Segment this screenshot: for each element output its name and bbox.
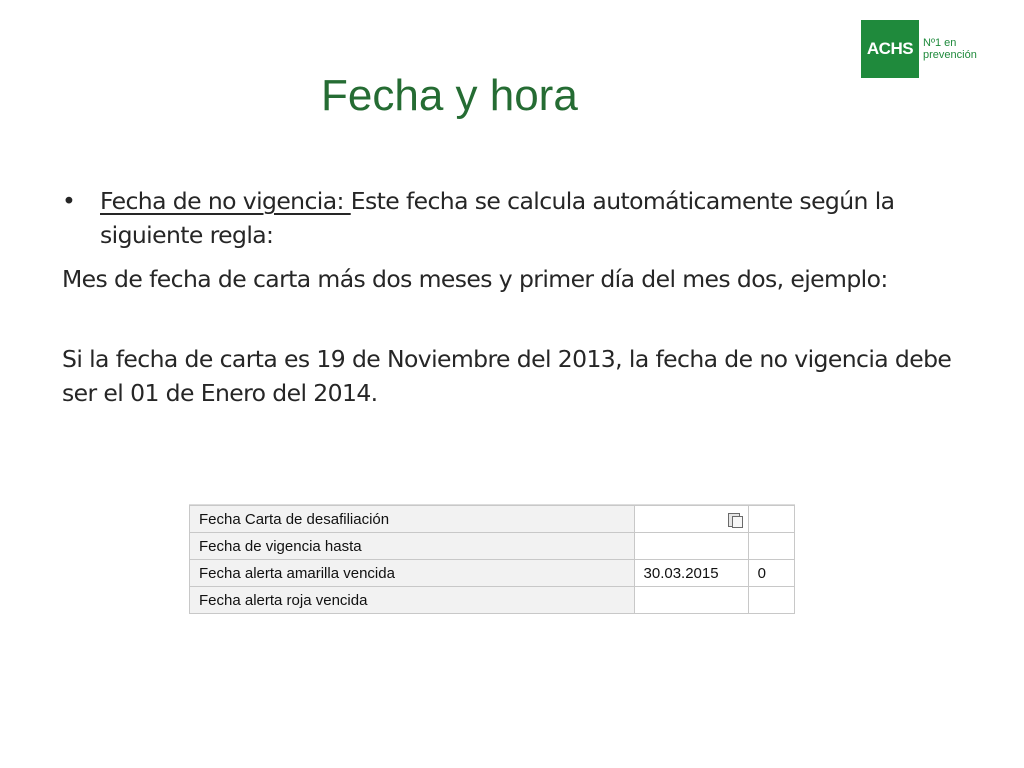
row-value: [634, 533, 748, 560]
bullet-item: [62, 184, 982, 252]
row-label: Fecha alerta amarilla vencida: [190, 560, 635, 587]
row-value: 30.03.2015: [634, 560, 748, 587]
slide-content: [62, 184, 982, 456]
table-row: [190, 587, 795, 614]
row-extra: [748, 506, 794, 533]
row-extra: 0: [748, 560, 794, 587]
table-row: [190, 506, 795, 533]
example-paragraph: Si la fecha de carta es 19 de Noviembre del 2013, la fecha de no vigencia debe ser el 01 de Enero del 2014.: [62, 345, 952, 407]
rule-paragraph: Mes de fecha de carta más dos meses y primer día del mes dos, ejemplo:: [62, 265, 888, 293]
bullet-text: Este fecha se calcula automáticamente según la siguiente regla:: [100, 187, 895, 249]
row-label: Fecha Carta de desafiliación: [190, 506, 635, 533]
row-label: Fecha alerta roja vencida: [190, 587, 635, 614]
date-input[interactable]: [634, 506, 748, 533]
dates-table: [189, 505, 795, 614]
table-row: [190, 533, 795, 560]
bullet-label: Fecha de no vigencia:: [100, 187, 351, 215]
logo-brand: ACHS: [861, 20, 919, 78]
logo-tagline: Nº1 en prevención: [923, 37, 977, 61]
dates-table-screenshot: [189, 504, 795, 619]
row-label: Fecha de vigencia hasta: [190, 533, 635, 560]
achs-logo: [861, 20, 983, 78]
calendar-icon[interactable]: [728, 513, 742, 527]
table-row: [190, 560, 795, 587]
row-extra: [748, 533, 794, 560]
bullet-dot: •: [62, 187, 76, 215]
row-extra: [748, 587, 794, 614]
row-value: [634, 587, 748, 614]
slide-title: Fecha y hora: [321, 71, 578, 120]
